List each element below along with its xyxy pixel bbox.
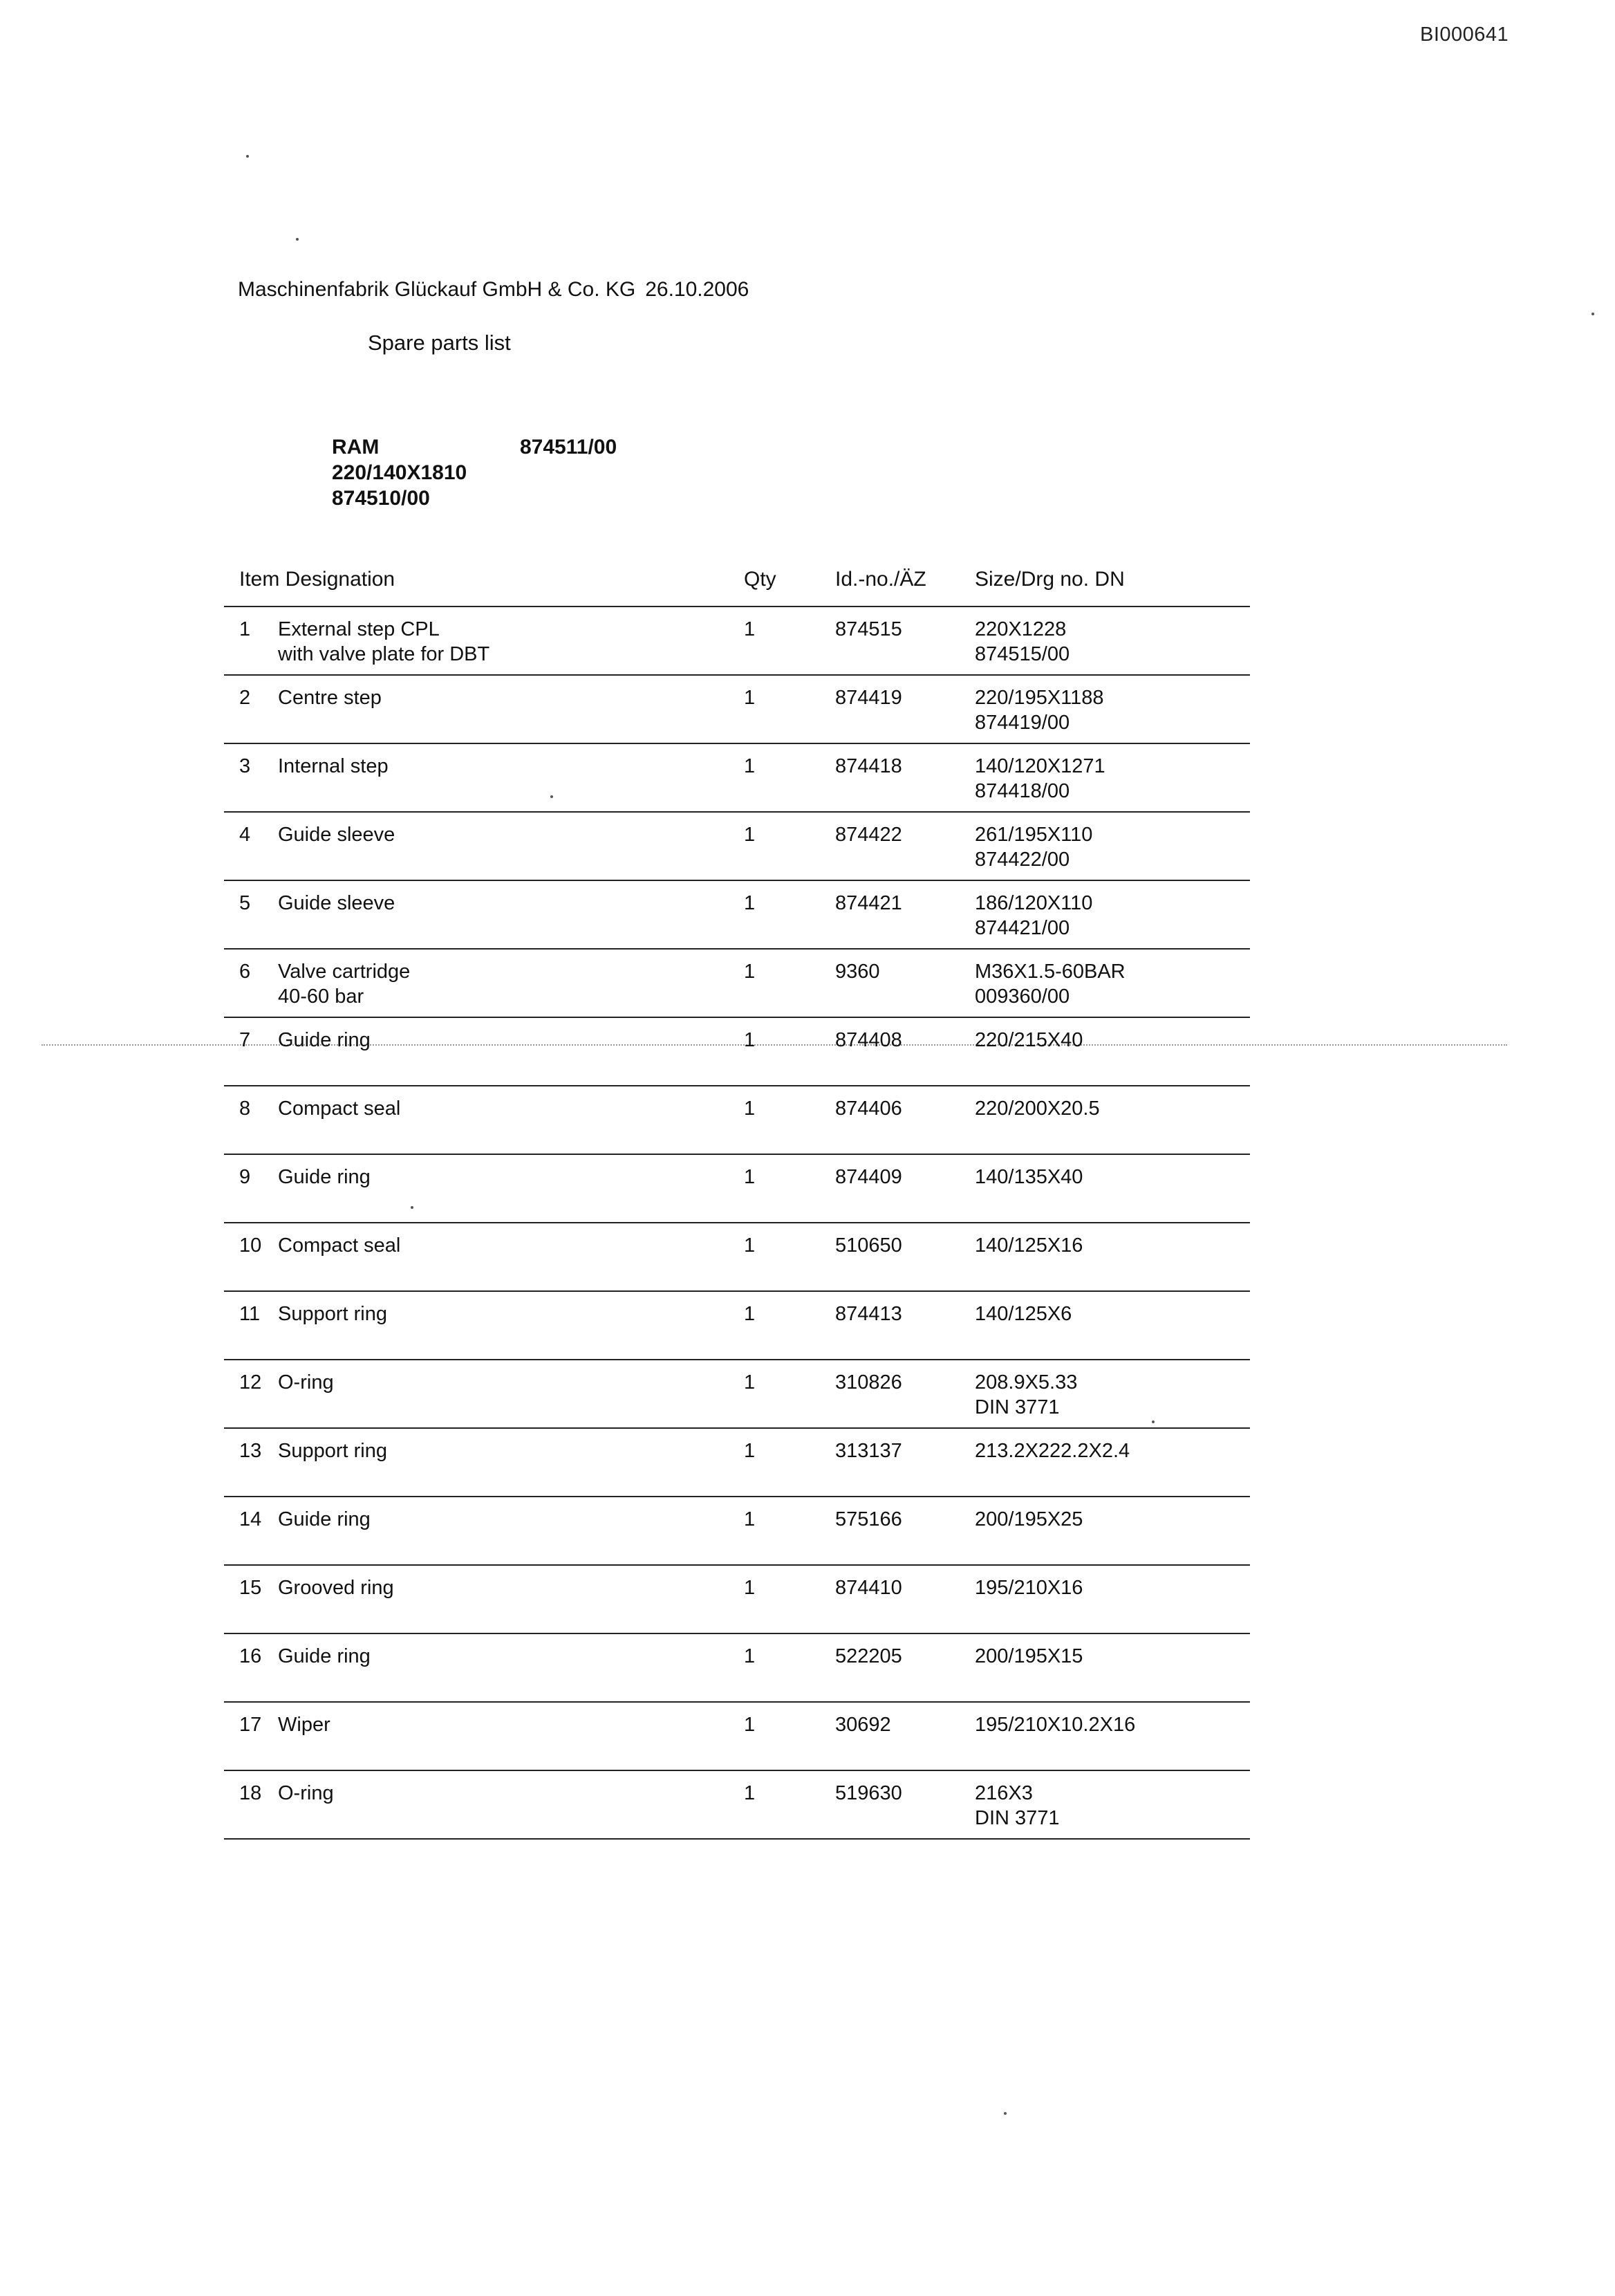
assembly-ref: 874511/00 [520, 436, 617, 459]
row-idno: 874408 [835, 1029, 902, 1051]
assembly-block [332, 434, 617, 511]
scan-speck [1004, 2112, 1007, 2115]
row-size-line1: 216X3 [975, 1782, 1033, 1804]
table-row [224, 1360, 1250, 1429]
row-size-line1: 140/125X16 [975, 1234, 1083, 1257]
row-item-number: 18 [239, 1782, 262, 1804]
table-row [224, 1566, 1250, 1634]
row-designation [278, 1507, 371, 1532]
row-designation-line1: Centre step [278, 687, 382, 709]
row-item-number: 16 [239, 1645, 262, 1667]
company-name: Maschinenfabrik Glückauf GmbH & Co. KG [238, 278, 636, 301]
row-size [975, 754, 1105, 804]
table-row [224, 607, 1250, 676]
row-designation-line1: O-ring [278, 1371, 334, 1394]
row-designation-line1: Guide ring [278, 1029, 371, 1051]
row-designation-line1: Valve cartridge [278, 961, 411, 983]
row-designation-line1: Internal step [278, 755, 389, 777]
row-designation-line2: 40-60 bar [278, 985, 364, 1008]
table-row [224, 744, 1250, 813]
row-item-number: 9 [239, 1166, 251, 1188]
row-designation [278, 1096, 400, 1121]
row-qty: 1 [744, 618, 756, 640]
scan-speck [1152, 1420, 1155, 1423]
row-size [975, 1165, 1083, 1189]
row-item-number: 1 [239, 618, 251, 640]
row-designation [278, 1781, 334, 1806]
row-idno: 874418 [835, 755, 902, 777]
row-designation-line1: Guide ring [278, 1166, 371, 1188]
row-size-line1: 140/125X6 [975, 1303, 1072, 1325]
row-designation-line2: with valve plate for DBT [278, 643, 490, 665]
row-idno: 874515 [835, 618, 902, 640]
row-size-line1: 195/210X10.2X16 [975, 1714, 1136, 1736]
row-idno: 874406 [835, 1098, 902, 1120]
row-qty: 1 [744, 1645, 756, 1667]
row-size [975, 1507, 1083, 1532]
row-designation-line1: Compact seal [278, 1234, 401, 1257]
row-designation-line1: Support ring [278, 1440, 387, 1462]
row-idno: 575166 [835, 1508, 902, 1530]
row-size [975, 1712, 1135, 1737]
page-id: BI000641 [1420, 24, 1509, 46]
row-item-number: 15 [239, 1577, 262, 1599]
row-size-line1: 208.9X5.33 [975, 1371, 1078, 1394]
row-idno: 874409 [835, 1166, 902, 1188]
row-qty: 1 [744, 755, 756, 777]
scan-speck [411, 1206, 413, 1209]
row-size-line1: 186/120X110 [975, 892, 1093, 914]
row-size-line1: M36X1.5-60BAR [975, 961, 1126, 983]
row-designation-line1: Grooved ring [278, 1577, 394, 1599]
row-designation [278, 754, 389, 779]
row-size-line2: 874419/00 [975, 712, 1070, 734]
row-qty: 1 [744, 1371, 756, 1394]
row-designation-line1: Guide ring [278, 1508, 371, 1530]
row-designation-line1: Guide ring [278, 1645, 371, 1667]
row-idno: 9360 [835, 961, 880, 983]
table-header [224, 564, 1250, 607]
table-row [224, 1703, 1250, 1771]
row-size [975, 1028, 1083, 1053]
row-item-number: 2 [239, 687, 251, 709]
table-row [224, 1429, 1250, 1497]
table-row [224, 813, 1250, 881]
row-item-number: 13 [239, 1440, 262, 1462]
row-idno: 874410 [835, 1577, 902, 1599]
table-row [224, 676, 1250, 744]
row-size [975, 1096, 1100, 1121]
table-row [224, 1634, 1250, 1703]
row-designation [278, 1712, 330, 1737]
row-designation-line1: External step CPL [278, 618, 440, 640]
row-item-number: 12 [239, 1371, 262, 1394]
row-qty: 1 [744, 892, 756, 914]
row-size [975, 891, 1092, 941]
row-idno: 874419 [835, 687, 902, 709]
row-size [975, 1233, 1083, 1258]
row-qty: 1 [744, 1440, 756, 1462]
row-designation [278, 1165, 371, 1189]
row-designation [278, 891, 395, 916]
row-qty: 1 [744, 1303, 756, 1325]
header-item-designation: Item Designation [239, 568, 395, 591]
row-size [975, 685, 1104, 735]
row-idno: 874413 [835, 1303, 902, 1325]
document-title: Spare parts list [368, 331, 511, 355]
row-qty: 1 [744, 961, 756, 983]
row-idno: 519630 [835, 1782, 902, 1804]
scan-speck [550, 795, 553, 798]
row-size [975, 1644, 1083, 1669]
row-idno: 510650 [835, 1234, 902, 1257]
row-size-line2: DIN 3771 [975, 1396, 1060, 1418]
row-size [975, 1781, 1060, 1831]
table-row [224, 1223, 1250, 1292]
document-date: 26.10.2006 [645, 278, 749, 301]
row-idno: 313137 [835, 1440, 902, 1462]
row-item-number: 6 [239, 961, 251, 983]
row-designation [278, 1302, 387, 1326]
row-designation [278, 1233, 400, 1258]
table-row [224, 1292, 1250, 1360]
row-idno: 310826 [835, 1371, 902, 1394]
scan-speck [1591, 313, 1594, 315]
scan-speck [296, 238, 299, 241]
row-designation-line1: Guide sleeve [278, 824, 395, 846]
table-row [224, 1771, 1250, 1840]
row-qty: 1 [744, 824, 756, 846]
row-designation-line1: O-ring [278, 1782, 334, 1804]
row-qty: 1 [744, 1029, 756, 1051]
row-size-line1: 220/215X40 [975, 1029, 1083, 1051]
company-line [238, 278, 749, 302]
row-qty: 1 [744, 1098, 756, 1120]
row-size-line1: 213.2X222.2X2.4 [975, 1440, 1130, 1462]
row-item-number: 17 [239, 1714, 262, 1736]
row-size [975, 1575, 1083, 1600]
assembly-name: RAM [332, 436, 380, 459]
row-item-number: 10 [239, 1234, 262, 1257]
table-row [224, 1155, 1250, 1223]
row-size-line2: 874515/00 [975, 643, 1070, 665]
row-idno: 874421 [835, 892, 902, 914]
assembly-size: 220/140X1810 [332, 461, 467, 484]
row-designation [278, 959, 410, 1009]
row-item-number: 5 [239, 892, 251, 914]
row-size-line1: 220/195X1188 [975, 687, 1104, 709]
row-qty: 1 [744, 1166, 756, 1188]
assembly-drawing: 874510/00 [332, 487, 430, 510]
row-item-number: 8 [239, 1098, 251, 1120]
header-qty: Qty [744, 568, 776, 591]
row-size-line1: 140/120X1271 [975, 755, 1105, 777]
table-body [224, 607, 1250, 1840]
row-size-line2: DIN 3771 [975, 1807, 1060, 1829]
row-designation [278, 617, 489, 667]
table-row [224, 1018, 1250, 1086]
row-idno: 522205 [835, 1645, 902, 1667]
row-size-line2: 874422/00 [975, 849, 1070, 871]
row-idno: 874422 [835, 824, 902, 846]
row-designation [278, 1438, 387, 1463]
row-size-line1: 220X1228 [975, 618, 1067, 640]
row-item-number: 14 [239, 1508, 262, 1530]
row-designation [278, 822, 395, 847]
row-designation-line1: Wiper [278, 1714, 330, 1736]
table-row [224, 950, 1250, 1018]
row-size [975, 959, 1126, 1009]
row-size [975, 1438, 1130, 1463]
header-idno: Id.-no./ÄZ [835, 568, 926, 591]
scan-speck [246, 155, 249, 158]
row-item-number: 4 [239, 824, 251, 846]
row-designation [278, 1370, 334, 1395]
row-designation-line1: Compact seal [278, 1098, 401, 1120]
row-designation [278, 685, 382, 710]
row-size-line1: 195/210X16 [975, 1577, 1083, 1599]
row-item-number: 7 [239, 1029, 251, 1051]
row-size-line2: 874421/00 [975, 917, 1070, 939]
row-qty: 1 [744, 1508, 756, 1530]
row-size [975, 822, 1092, 872]
row-designation [278, 1028, 371, 1053]
row-size-line1: 140/135X40 [975, 1166, 1083, 1188]
row-item-number: 11 [239, 1303, 261, 1325]
row-size [975, 617, 1070, 667]
table-row [224, 1497, 1250, 1566]
row-size-line1: 220/200X20.5 [975, 1098, 1100, 1120]
row-size-line2: 874418/00 [975, 780, 1070, 802]
row-size-line1: 261/195X110 [975, 824, 1093, 846]
row-size [975, 1302, 1072, 1326]
row-designation-line1: Support ring [278, 1303, 387, 1325]
row-size-line1: 200/195X25 [975, 1508, 1083, 1530]
table-row [224, 1086, 1250, 1155]
row-qty: 1 [744, 687, 756, 709]
header-size: Size/Drg no. DN [975, 568, 1125, 591]
row-designation [278, 1644, 371, 1669]
table-row [224, 881, 1250, 950]
parts-table [224, 564, 1250, 1840]
row-item-number: 3 [239, 755, 251, 777]
row-size-line2: 009360/00 [975, 985, 1070, 1008]
row-designation [278, 1575, 394, 1600]
row-idno: 30692 [835, 1714, 891, 1736]
row-size-line1: 200/195X15 [975, 1645, 1083, 1667]
row-size [975, 1370, 1077, 1420]
row-qty: 1 [744, 1577, 756, 1599]
row-qty: 1 [744, 1714, 756, 1736]
row-qty: 1 [744, 1782, 756, 1804]
row-qty: 1 [744, 1234, 756, 1257]
row-designation-line1: Guide sleeve [278, 892, 395, 914]
